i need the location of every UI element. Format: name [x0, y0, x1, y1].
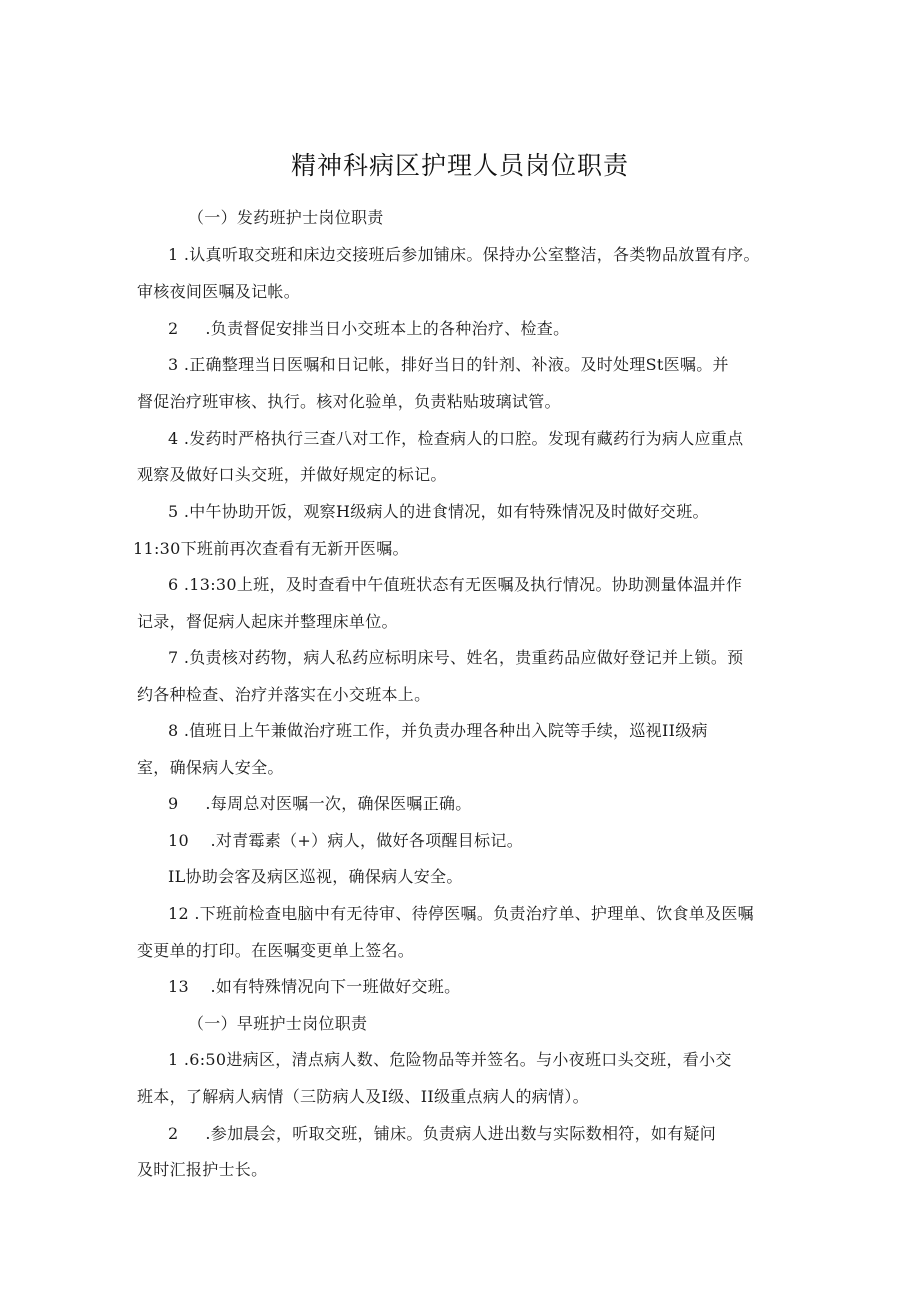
paragraph-line: 8 .值班日上午兼做治疗班工作，并负责办理各种出入院等手续，巡视II级病 [168, 721, 708, 740]
paragraph-line: 观察及做好口头交班，并做好规定的标记。 [137, 465, 447, 484]
paragraph-line: 4 .发药时严格执行三查八对工作，检查病人的口腔。发现有藏药行为病人应重点 [168, 429, 744, 448]
paragraph-line: 11:30下班前再次查看有无新开医嘱。 [133, 539, 409, 558]
paragraph-line: 12 .下班前检查电脑中有无待审、待停医嘱。负责治疗单、护理单、饮食单及医嘱 [168, 904, 754, 923]
paragraph-line: 督促治疗班审核、执行。核对化验单，负责粘贴玻璃试管。 [137, 392, 561, 411]
paragraph-line: 2 .负责督促安排当日小交班本上的各种治疗、检查。 [168, 319, 570, 338]
paragraph-line: 室，确保病人安全。 [137, 758, 284, 777]
paragraph-line: 审核夜间医嘱及记帐。 [137, 282, 301, 301]
paragraph-line: 记录，督促病人起床并整理床单位。 [137, 612, 398, 631]
paragraph-line: 2 .参加晨会，听取交班，铺床。负责病人进出数与实际数相符，如有疑问 [168, 1124, 717, 1143]
paragraph-line: 3 .正确整理当日医嘱和日记帐，排好当日的针剂、补液。及时处理St医嘱。并 [168, 355, 729, 374]
paragraph-line: 9 .每周总对医嘱一次，确保医嘱正确。 [168, 794, 472, 813]
section2-heading: （一）早班护士岗位职责 [188, 1014, 368, 1033]
paragraph-line: 班本，了解病人病情（三防病人及I级、II级重点病人的病情）。 [137, 1087, 589, 1106]
paragraph-line: 1 .6:50进病区，清点病人数、危险物品等并签名。与小夜班口头交班，看小交 [168, 1050, 732, 1069]
paragraph-line: 及时汇报护士长。 [137, 1160, 268, 1179]
paragraph-line: IL协助会客及病区巡视，确保病人安全。 [168, 867, 463, 886]
paragraph-line: 7 .负责核对药物，病人私药应标明床号、姓名，贵重药品应做好登记并上锁。预 [168, 648, 744, 667]
paragraph-line: 13 .如有特殊情况向下一班做好交班。 [168, 977, 461, 996]
paragraph-line: 约各种检查、治疗并落实在小交班本上。 [137, 685, 431, 704]
paragraph-line: 6 .13:30上班，及时查看中午值班状态有无医嘱及执行情况。协助测量体温并作 [168, 575, 743, 594]
paragraph-line: 5 .中午协助开饭，观察H级病人的进食情况，如有特殊情况及时做好交班。 [168, 502, 709, 521]
paragraph-line: 10 .对青霉素（+）病人，做好各项醒目标记。 [168, 831, 523, 850]
document-title: 精神科病区护理人员岗位职责 [290, 151, 629, 180]
section1-heading: （一）发药班护士岗位职责 [188, 208, 384, 227]
paragraph-line: 变更单的打印。在医嘱变更单上签名。 [137, 941, 415, 960]
paragraph-line: 1 .认真听取交班和床边交接班后参加铺床。保持办公室整洁，各类物品放置有序。 [168, 245, 760, 264]
